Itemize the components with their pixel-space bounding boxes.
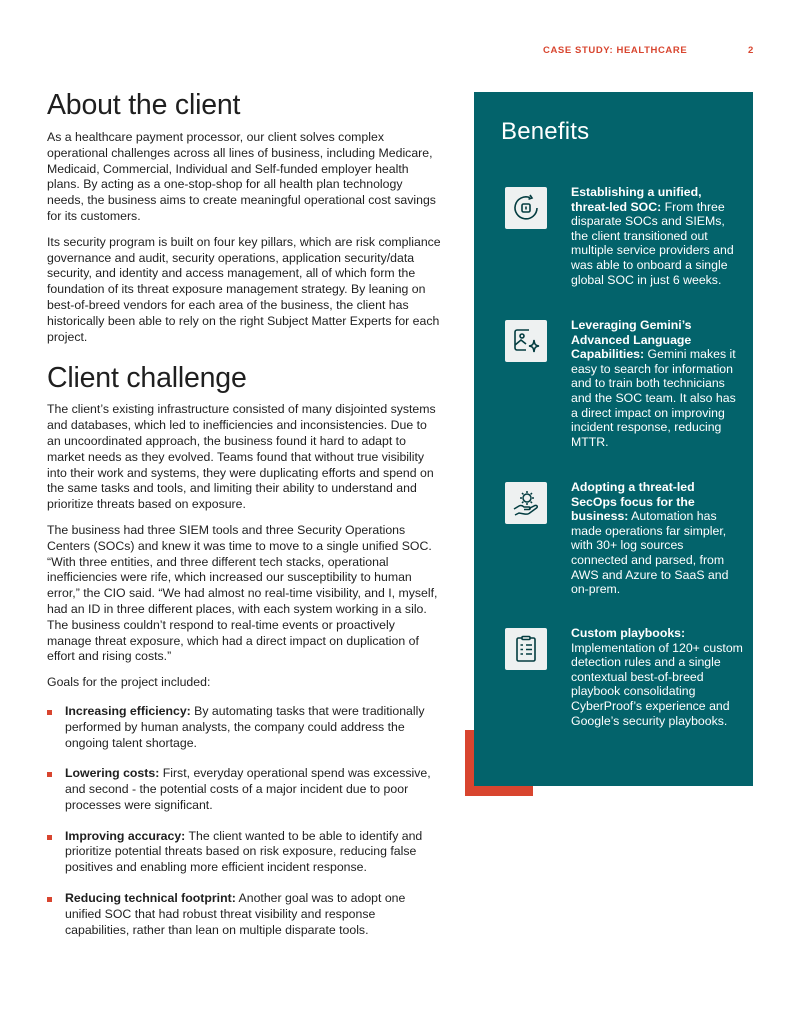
section-label: CASE STUDY: HEALTHCARE	[543, 45, 688, 56]
bullet-square-icon	[47, 835, 52, 840]
challenge-paragraph: The business had three SIEM tools and three Security Operations Centers (SOCs) and knew it was time to move to a single unified SOC. “With three entities, and three different tech stacks, operational inefficiencies were rife, which increased our susceptibility to human error,” the CIO said. “We had almost no real-time visibility, and I, myself, had an ID in three different places, with each system working in a silo. The business couldn’t respond to real-time events or proactively manage threat exposure, which had a direct impact on duplication of effort and rising costs.”	[47, 522, 438, 664]
bullet-square-icon	[47, 772, 52, 777]
page-number: 2	[748, 45, 754, 56]
unified-soc-icon	[505, 187, 547, 229]
challenge-paragraph: The client’s existing infrastructure consisted of many disjointed systems and databases, which led to inefficiencies and inconsistencies. Due to an uncoordinated approach, the business found it hard to adapt to market needs as they evolved. Teams found that without true visibility into their work and systems, they were duplicating efforts and spend on the same tasks and tools, and limiting their ability to understand and prioritize threats based on exposure.	[47, 402, 436, 512]
goal-title: Improving accuracy:	[65, 828, 186, 843]
benefit-text	[571, 185, 743, 287]
about-paragraph: As a healthcare payment processor, our client solves complex operational challenges across all lines of business, including Medicare, Medicaid, Commercial, Individual and Self-funded employer health plans. By acting as a one-stop-shop for all health plan technology needs, the business aims to create meaningful operational cost savings for its customers.	[47, 130, 436, 223]
benefit-description: Gemini makes it easy to search for information and to train both technicians and the SOC team. It also has a direct impact on improving incident response, reducing MTTR.	[571, 347, 736, 449]
goal-text: The client wanted to be able to identify and prioritize potential threats based on risk exposure, reducing false positives and enabling more efficient incident response.	[65, 828, 423, 875]
benefit-text	[571, 626, 743, 728]
list-item	[47, 891, 442, 938]
list-item	[47, 704, 442, 751]
goal-title: Increasing efficiency:	[65, 703, 191, 718]
bullet-square-icon	[47, 710, 52, 715]
benefit-title: Custom playbooks:	[571, 626, 686, 640]
goal-text: Another goal was to adopt one unified SOC that had robust threat visibility and response capabilities, rather than lean on multiple disparate tools.	[65, 891, 406, 937]
clipboard-checklist-icon	[505, 628, 547, 670]
challenge-heading: Client challenge	[47, 362, 247, 395]
benefit-text	[571, 318, 743, 449]
benefit-text	[571, 480, 743, 597]
benefit-title: Leveraging Gemini’s Advanced Language Capabilities:	[571, 318, 692, 362]
left-column	[47, 88, 442, 953]
goal-text: First, everyday operational spend was excessive, and second - the potential costs of a major incident due to poor processes were significant.	[65, 766, 431, 812]
goal-title: Lowering costs:	[65, 766, 160, 781]
gear-hand-icon	[505, 482, 547, 524]
bullet-square-icon	[47, 897, 52, 902]
benefits-heading: Benefits	[501, 118, 590, 145]
gemini-image-sparkle-icon	[505, 320, 547, 362]
goal-title: Reducing technical footprint:	[65, 891, 236, 906]
benefit-description: Implementation of 120+ custom detection rules and a single contextual best-of-breed playbook consolidating CyberProof’s experience and Google’s security playbooks.	[571, 640, 743, 728]
benefit-description: From three disparate SOCs and SIEMs, the client transitioned out multiple service providers and was able to onboard a single global SOC in just 6 weeks.	[571, 199, 734, 287]
goals-intro: Goals for the project included:	[47, 675, 211, 690]
goals-list	[47, 704, 442, 939]
list-item	[47, 829, 442, 876]
benefit-title: Adopting a threat-led SecOps focus for the business:	[571, 480, 695, 524]
benefits-panel	[474, 92, 753, 786]
benefit-title: Establishing a unified, threat-led SOC:	[571, 185, 702, 214]
about-heading: About the client	[47, 89, 241, 121]
list-item	[47, 766, 442, 813]
benefit-description: Automation has made operations far simpler, with 30+ log sources connected and parsed, from AWS and Azure to SaaS and on-prem.	[571, 509, 729, 597]
goal-text: By automating tasks that were traditionally performed by human analysts, the company could address the ongoing talent shortage.	[65, 703, 425, 750]
about-paragraph: Its security program is built on four key pillars, which are risk compliance governance and audit, security operations, application security/data security, and identity and access management, all of which form the foundation of its threat exposure management strategy. By leaning on best-of-breed vendors for each area of the business, the client has historically been able to rely on the right Subject Matter Experts for each project.	[47, 234, 441, 344]
